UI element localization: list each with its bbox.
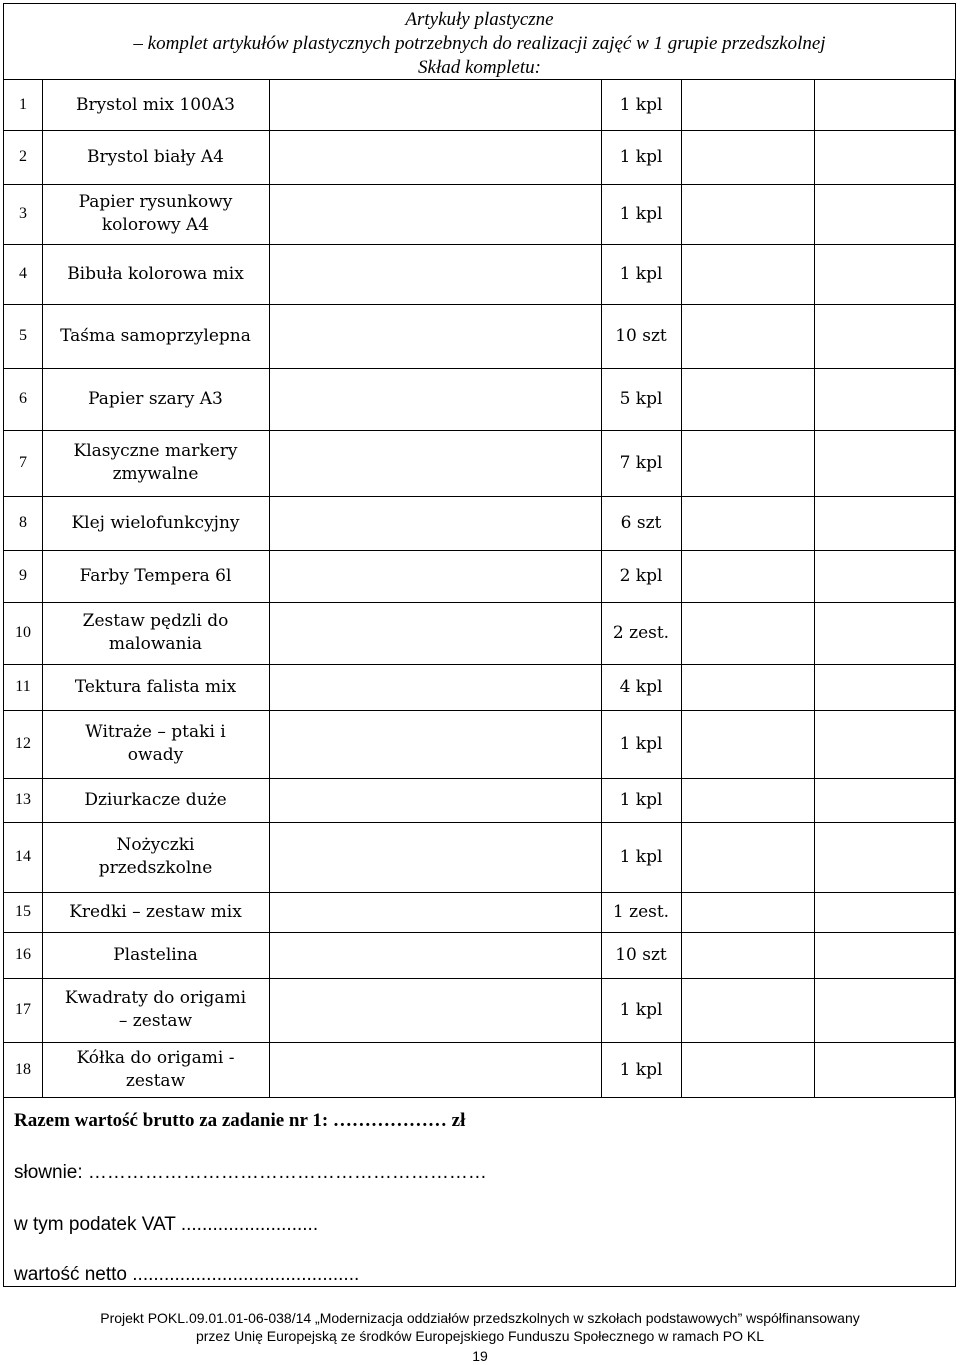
item-name: Zestaw pędzli do malowania xyxy=(82,611,229,654)
row-number: 4 xyxy=(19,265,27,282)
row-number: 13 xyxy=(15,791,31,808)
row-number: 17 xyxy=(15,1001,31,1018)
row-number: 5 xyxy=(19,327,27,344)
item-quantity: 10 szt xyxy=(615,326,667,346)
table-column-divider xyxy=(681,80,682,1097)
item-name: Kredki – zestaw mix xyxy=(69,901,242,922)
row-number: 6 xyxy=(19,390,27,407)
item-quantity: 1 kpl xyxy=(619,147,663,167)
item-name: Kwadraty do origami – zestaw xyxy=(64,988,247,1031)
page-number: 19 xyxy=(472,1348,488,1364)
item-name: Farby Tempera 6l xyxy=(79,565,232,586)
table-column-divider xyxy=(954,80,955,1097)
row-number: 15 xyxy=(15,903,31,920)
header-contents-label: Skład kompletu: xyxy=(418,57,541,78)
net-value-line: wartość netto ........................................... xyxy=(14,1264,360,1285)
item-quantity: 1 kpl xyxy=(619,790,663,810)
item-quantity: 4 kpl xyxy=(619,677,663,697)
item-quantity: 5 kpl xyxy=(619,389,663,409)
item-name: Papier szary A3 xyxy=(88,388,223,409)
document-frame xyxy=(3,3,956,1287)
item-name: Nożyczki przedszkolne xyxy=(98,835,213,878)
item-quantity: 10 szt xyxy=(615,945,667,965)
footer-funding-line: przez Unię Europejską ze środków Europejskiego Funduszu Społecznego w ramach PO KL xyxy=(195,1328,765,1344)
table-column-divider xyxy=(814,80,815,1097)
row-number: 9 xyxy=(19,567,27,584)
item-quantity: 6 szt xyxy=(620,513,662,533)
row-number: 18 xyxy=(15,1060,31,1078)
item-name: Plastelina xyxy=(113,944,198,965)
row-number: 16 xyxy=(15,946,31,963)
table-row-divider xyxy=(4,1097,955,1098)
item-quantity: 7 kpl xyxy=(619,453,663,473)
item-name: Klej wielofunkcyjny xyxy=(71,512,240,533)
item-name: Brystol mix 100A3 xyxy=(76,94,235,115)
row-number: 10 xyxy=(15,624,31,641)
footer-project-line: Projekt POKL.09.01.01-06-038/14 „Modernizacja oddziałów przedszkolnych w szkołach podstawowych” współfinansowany xyxy=(100,1310,860,1326)
item-name: Taśma samoprzylepna xyxy=(60,325,251,346)
row-number: 11 xyxy=(15,678,31,695)
row-number: 7 xyxy=(19,454,27,471)
table-column-divider xyxy=(269,80,270,1097)
item-quantity: 1 kpl xyxy=(619,847,663,867)
item-name: Dziurkacze duże xyxy=(84,789,227,810)
row-number: 8 xyxy=(19,514,27,531)
item-quantity: 1 kpl xyxy=(619,1000,663,1020)
item-name: Bibuła kolorowa mix xyxy=(67,263,244,284)
in-words-line: słownie: ……………………………………………………… xyxy=(14,1162,487,1183)
item-name: Tektura falista mix xyxy=(74,676,237,697)
item-quantity: 2 zest. xyxy=(612,623,670,643)
item-quantity: 1 kpl xyxy=(619,264,663,284)
row-number: 12 xyxy=(15,735,31,752)
item-quantity: 1 kpl xyxy=(619,204,663,224)
item-quantity: 1 zest. xyxy=(612,902,670,922)
row-number: 1 xyxy=(19,96,27,113)
item-quantity: 1 kpl xyxy=(619,1059,663,1080)
row-number: 3 xyxy=(19,205,27,222)
item-name: Klasyczne markery zmywalne xyxy=(73,441,238,484)
row-number: 14 xyxy=(15,848,31,865)
vat-line: w tym podatek VAT .......................... xyxy=(14,1214,319,1235)
item-quantity: 2 kpl xyxy=(619,566,663,586)
item-name: Kółka do origami - zestaw xyxy=(76,1047,235,1091)
item-quantity: 1 kpl xyxy=(619,95,663,115)
item-name: Brystol biały A4 xyxy=(87,146,224,167)
item-name: Papier rysunkowy kolorowy A4 xyxy=(78,192,233,235)
item-name: Witraże – ptaki i owady xyxy=(85,722,226,765)
total-gross-line: Razem wartość brutto za zadanie nr 1: ……………… zł xyxy=(14,1110,466,1131)
header-title: Artykuły plastyczne xyxy=(405,9,554,30)
table-header xyxy=(4,4,955,80)
item-quantity: 1 kpl xyxy=(619,734,663,754)
header-subtitle: – komplet artykułów plastycznych potrzebnych do realizacji zajęć w 1 grupie przedszkolnej xyxy=(133,33,826,54)
row-number: 2 xyxy=(19,148,27,165)
